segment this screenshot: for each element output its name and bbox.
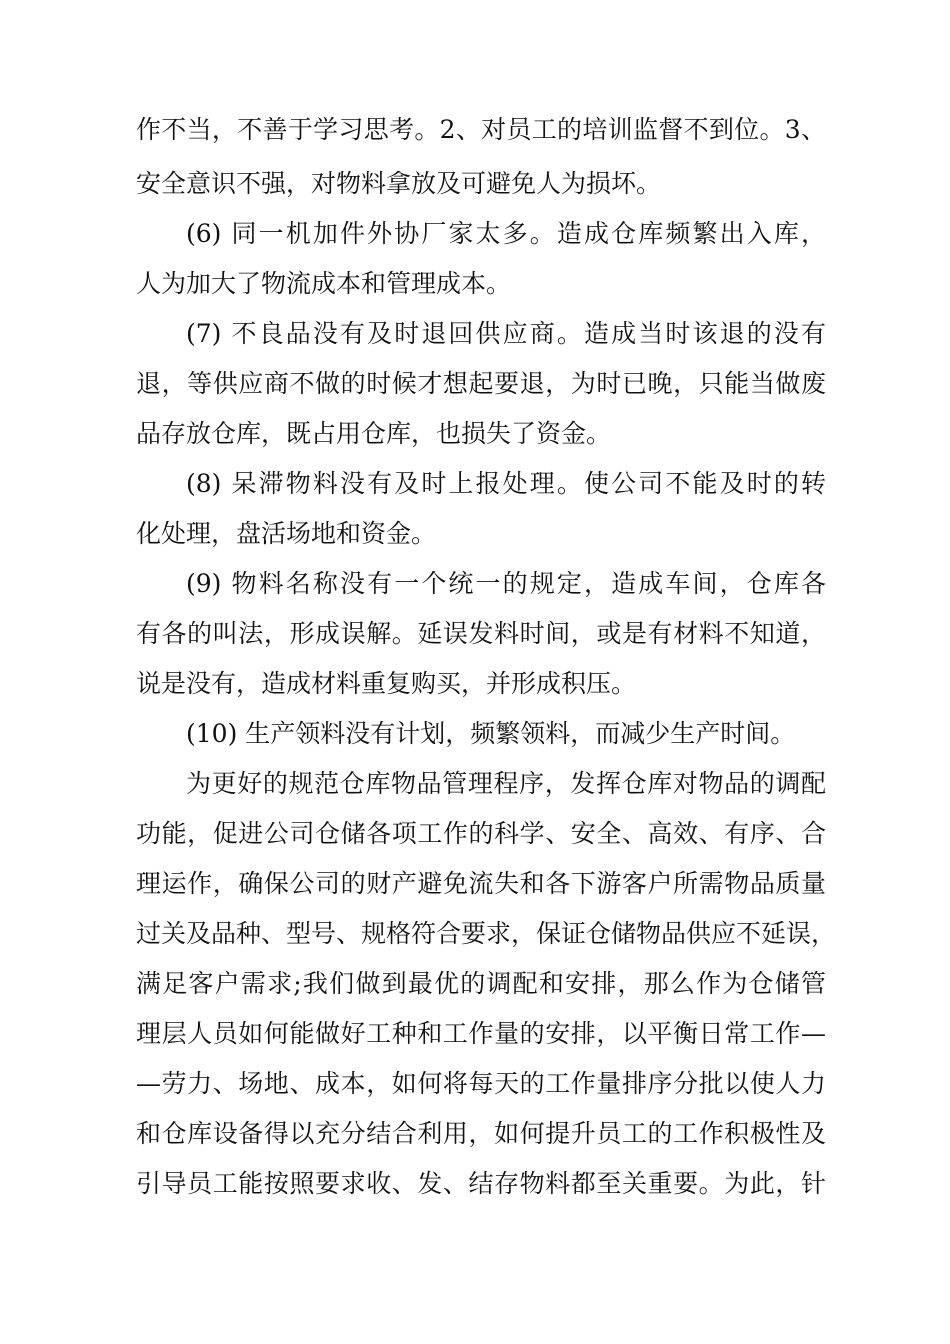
text-line: 过关及品种、型号、规格符合要求，保证仓储物品供应不延误， xyxy=(136,919,837,948)
list-item-7: (7) 不良品没有及时退回供应商。造成当时该退的没有 xyxy=(186,319,826,348)
text-line: 人为加大了物流成本和管理成本。 xyxy=(136,269,512,298)
text-line: 说是没有，造成材料重复购买，并形成积压。 xyxy=(136,669,637,698)
list-item-8: (8) 呆滞物料没有及时上报处理。使公司不能及时的转 xyxy=(186,469,826,498)
text-line: 和仓库设备得以充分结合利用，如何提升员工的工作积极性及 xyxy=(136,1119,826,1148)
list-item-10: (10) 生产领料没有计划，频繁领料，而减少生产时间。 xyxy=(186,719,796,748)
list-item-6: (6) 同一机加件外协厂家太多。造成仓库频繁出入库， xyxy=(186,219,826,248)
text-line: 理层人员如何能做好工种和工作量的安排，以平衡日常工作— xyxy=(136,1019,826,1048)
text-line: 退，等供应商不做的时候才想起要退，为时已晚，只能当做废 xyxy=(136,369,826,398)
list-item-9: (9) 物料名称没有一个统一的规定，造成车间，仓库各 xyxy=(186,569,826,598)
text-line: 化处理，盘活场地和资金。 xyxy=(136,519,437,548)
text-line: 安全意识不强，对物料拿放及可避免人为损坏。 xyxy=(136,169,662,198)
text-line: —劳力、场地、成本，如何将每天的工作量排序分批以使人力 xyxy=(136,1069,826,1098)
text-line: 品存放仓库，既占用仓库，也损失了资金。 xyxy=(136,419,612,448)
text-line: 作不当，不善于学习思考。2、对员工的培训监督不到位。3、 xyxy=(136,115,826,144)
text-line: 有各的叫法，形成误解。延误发料时间，或是有材料不知道， xyxy=(136,619,826,648)
text-line: 理运作，确保公司的财产避免流失和各下游客户所需物品质量 xyxy=(136,869,826,898)
text-line: 功能，促进公司仓储各项工作的科学、安全、高效、有序、合 xyxy=(136,819,826,848)
text-line: 满足客户需求;我们做到最优的调配和安排，那么作为仓储管 xyxy=(136,969,826,998)
paragraph-start: 为更好的规范仓库物品管理程序，发挥仓库对物品的调配 xyxy=(186,769,826,798)
text-line: 引导员工能按照要求收、发、结存物料都至关重要。为此，针 xyxy=(136,1169,826,1198)
